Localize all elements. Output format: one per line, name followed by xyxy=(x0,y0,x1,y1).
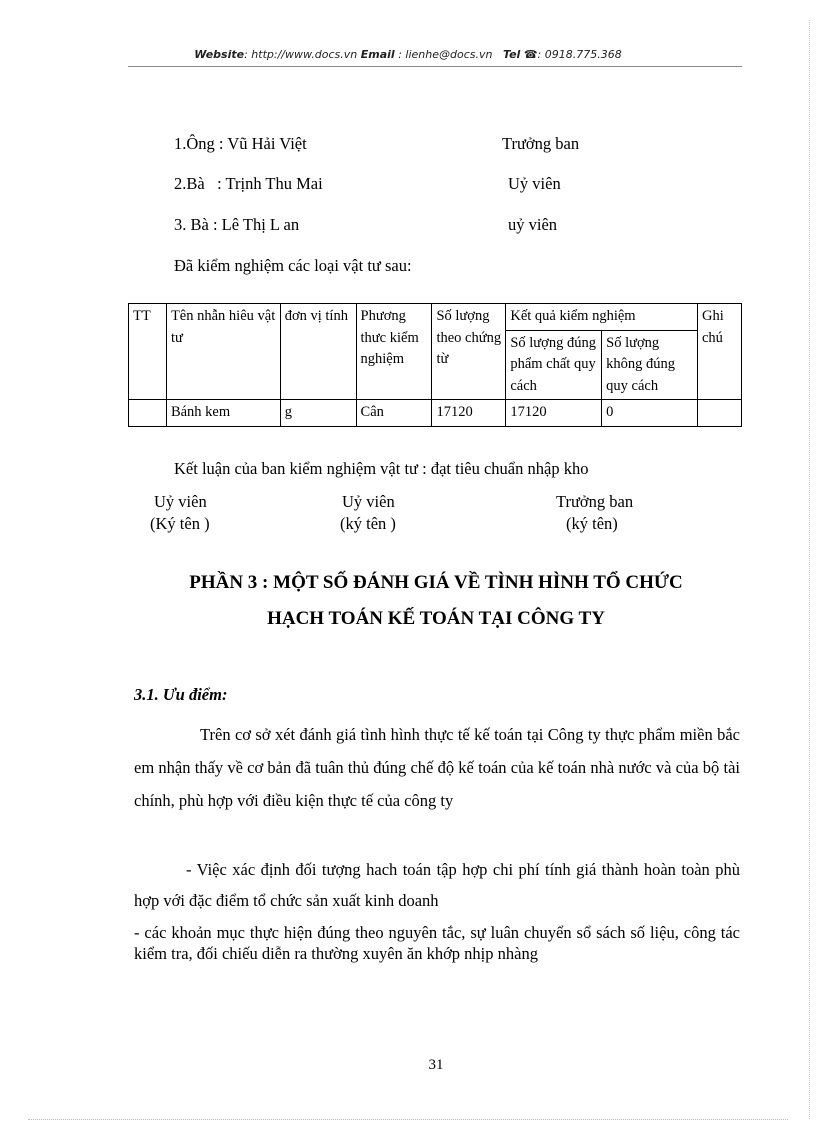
section-title: 3.1. Ưu điểm: xyxy=(134,685,228,704)
member-2-name: 2.Bà : Trịnh Thu Mai xyxy=(174,174,323,193)
part-heading-line-2: HẠCH TOÁN KẾ TOÁN TẠI CÔNG TY xyxy=(267,608,605,629)
table-header-row xyxy=(129,304,742,331)
page-bottom-border xyxy=(28,1119,788,1120)
part-heading-line-1: PHẦN 3 : MỘT SỐ ĐÁNH GIÁ VỀ TÌNH HÌNH TỔ CHỨC xyxy=(189,572,683,593)
cell-ten: Bánh kem xyxy=(166,400,280,427)
member-1-role: Trưởng ban xyxy=(502,134,580,153)
cell-phuongthuc: Cân xyxy=(356,400,432,427)
cell-khongdung: 0 xyxy=(602,400,698,427)
website-label: Website xyxy=(194,48,245,61)
signature-1-title: Uỷ viên xyxy=(154,492,207,511)
cell-soluong: 17120 xyxy=(432,400,506,427)
header-ghichu: Ghi chú xyxy=(697,304,741,400)
member-3-role: uỷ viên xyxy=(508,215,558,234)
page-number: 31 xyxy=(428,1057,444,1073)
email-label: Email xyxy=(360,48,395,61)
page-header xyxy=(0,48,816,61)
website-value[interactable]: : http://www.docs.vn xyxy=(244,48,358,61)
header-soluong: Số lượng theo chứng từ xyxy=(432,304,506,400)
header-donvi: đơn vị tính xyxy=(280,304,356,400)
header-khongdung: Số lượng không đúng quy cách xyxy=(602,330,698,400)
conclusion: Kết luận của ban kiểm nghiệm vật tư : đạt tiêu chuẩn nhập kho xyxy=(174,459,589,478)
email-value[interactable]: : lienhe@docs.vn xyxy=(398,48,493,61)
signature-2-title: Uỷ viên xyxy=(342,492,395,511)
header-dung: Số lượng đúng phẩm chất quy cách xyxy=(506,330,602,400)
tel-value: : 0918.775.368 xyxy=(537,48,622,61)
header-phuongthuc: Phương thưc kiểm nghiệm xyxy=(356,304,432,400)
page-right-border xyxy=(809,20,810,1119)
cell-dung: 17120 xyxy=(506,400,602,427)
phone-icon: ☎ xyxy=(523,48,538,61)
paragraph-3: - các khoản mục thực hiện đúng theo nguyên tắc, sự luân chuyển sổ sách số liệu, công tác kiểm tra, đối chiếu diễn ra thường xuyên ăn khớp nhịp nhàng xyxy=(134,923,740,963)
inspection-table xyxy=(128,303,742,427)
signature-3-note: (ký tên) xyxy=(566,514,618,533)
header-ten: Tên nhẫn hiêu vật tư xyxy=(166,304,280,400)
cell-donvi: g xyxy=(280,400,356,427)
paragraph-2: - Việc xác định đối tượng hach toán tập hợp chi phí tính giá thành hoàn toàn phù hợp với đặc điểm tổ chức sản xuất kinh doanh xyxy=(134,860,740,910)
member-3-name: 3. Bà : Lê Thị L an xyxy=(174,215,300,234)
intro-line: Đã kiểm nghiệm các loại vật tư sau: xyxy=(174,256,412,275)
member-1-name: 1.Ông : Vũ Hải Việt xyxy=(174,134,307,153)
signature-3-title: Trưởng ban xyxy=(556,492,634,511)
header-divider xyxy=(128,66,742,67)
member-2-role: Uỷ viên xyxy=(508,174,561,193)
signature-2-note: (ký tên ) xyxy=(340,514,396,533)
tel-label: Tel xyxy=(502,48,521,61)
cell-ghichu xyxy=(697,400,741,427)
cell-tt xyxy=(129,400,167,427)
signature-1-note: (Ký tên ) xyxy=(150,514,210,533)
header-ketqua: Kết quả kiểm nghiệm xyxy=(506,304,698,331)
paragraph-1: Trên cơ sở xét đánh giá tình hình thực tế kế toán tại Công ty thực phẩm miền bắc em nhận thấy về cơ bản đã tuân thủ đúng chế độ kế toán của kế toán nhà nước và của bộ tài chính, phù hợp với điều kiện thực tế của công ty xyxy=(134,725,740,810)
header-tt: TT xyxy=(129,304,167,400)
table-row xyxy=(129,400,742,427)
